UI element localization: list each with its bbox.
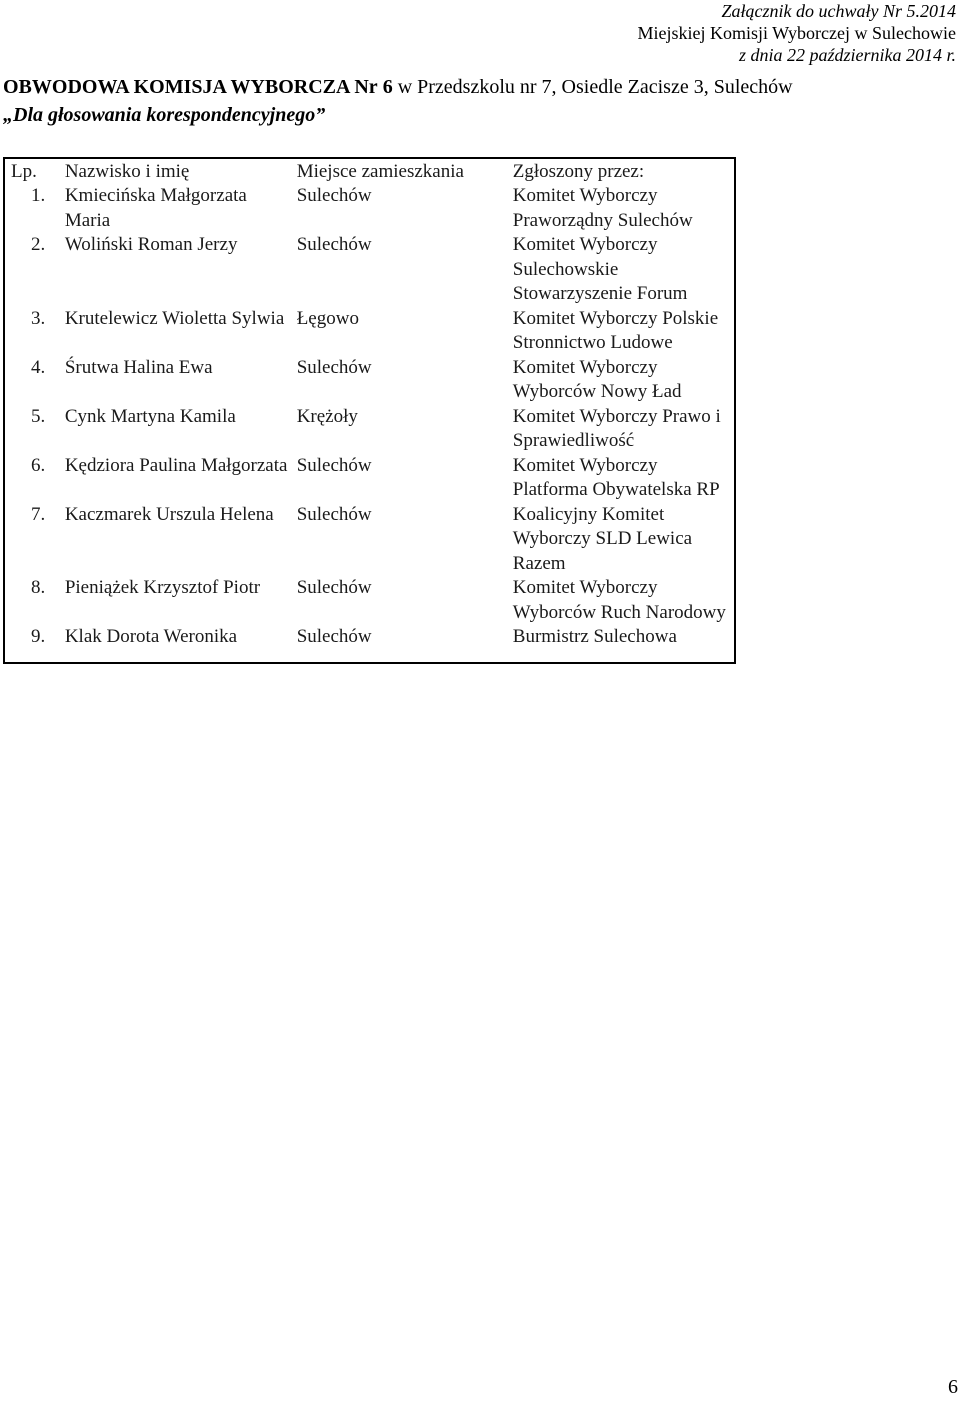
cell-residence: Sulechów <box>296 356 372 378</box>
cell-lp: 7. <box>31 503 46 525</box>
cell-lp: 1. <box>31 185 46 206</box>
cell-name: Kaczmarek Urszula Helena <box>64 503 274 525</box>
cell-residence: Sulechów <box>296 577 372 598</box>
cell-name: Śrutwa Halina Ewa <box>64 356 213 378</box>
table-header-row <box>4 158 735 184</box>
cell-lp: 2. <box>31 234 46 255</box>
cell-nominated-by: Komitet Wyborczy Praworządny Sulechów <box>512 185 693 231</box>
annex-line-2: Miejskiej Komisji Wyborczej w Sulechowie <box>637 23 956 43</box>
cell-lp: 4. <box>31 356 46 378</box>
cell-name: Kmiecińska Małgorzata Maria <box>64 185 247 231</box>
header-lp: Lp. <box>11 161 37 182</box>
table-row <box>4 454 735 503</box>
page-number: 6 <box>948 1376 958 1398</box>
table-row <box>4 503 735 577</box>
cell-name: Krutelewicz Wioletta Sylwia <box>64 307 285 329</box>
cell-lp: 8. <box>31 577 46 598</box>
cell-residence: Łęgowo <box>296 307 359 329</box>
commission-subtitle: „Dla głosowania korespondencyjnego” <box>3 104 326 126</box>
cell-name: Klak Dorota Weronika <box>64 626 238 647</box>
header-name: Nazwisko i imię <box>64 161 190 182</box>
cell-nominated-by: Komitet Wyborczy Wyborców Ruch Narodowy <box>512 577 726 623</box>
table-row <box>4 184 735 233</box>
cell-lp: 5. <box>31 405 46 427</box>
cell-residence: Sulechów <box>296 454 372 476</box>
cell-name: Kędziora Paulina Małgorzata <box>64 454 288 476</box>
members-table <box>3 157 736 664</box>
header-residence: Miejsce zamieszkania <box>296 161 464 182</box>
commission-location: w Przedszkolu nr 7, Osiedle Zacisze 3, Sulechów <box>397 76 793 98</box>
cell-nominated-by: Komitet Wyborczy Polskie Stronnictwo Ludowe <box>512 307 719 353</box>
table-row <box>4 307 735 356</box>
cell-name: Pieniążek Krzysztof Piotr <box>64 577 261 598</box>
annex-line-3: z dnia 22 października 2014 r. <box>738 45 956 65</box>
cell-residence: Sulechów <box>296 626 372 647</box>
table-row <box>4 233 735 307</box>
cell-residence: Sulechów <box>296 185 372 206</box>
cell-residence: Sulechów <box>296 503 372 525</box>
cell-residence: Krężoły <box>296 405 358 427</box>
cell-name: Cynk Martyna Kamila <box>64 405 236 427</box>
cell-lp: 9. <box>31 626 46 647</box>
cell-nominated-by: Burmistrz Sulechowa <box>512 626 677 647</box>
table-row <box>4 625 735 663</box>
commission-number: 6 <box>382 76 393 98</box>
table-row <box>4 576 735 625</box>
cell-nominated-by: Komitet Wyborczy Sulechowskie Stowarzyszenie Forum <box>512 234 688 304</box>
commission-title <box>3 74 793 100</box>
commission-name: OBWODOWA KOMISJA WYBORCZA Nr <box>3 76 378 98</box>
cell-lp: 3. <box>31 307 46 329</box>
cell-residence: Sulechów <box>296 234 372 255</box>
cell-lp: 6. <box>31 454 46 476</box>
table-row <box>4 405 735 454</box>
annex-line-1: Załącznik do uchwały Nr 5.2014 <box>721 1 956 21</box>
table-row <box>4 356 735 405</box>
header-nominated-by: Zgłoszony przez: <box>512 161 645 182</box>
cell-nominated-by: Komitet Wyborczy Platforma Obywatelska RP <box>512 454 720 500</box>
cell-nominated-by: Komitet Wyborczy Prawo i Sprawiedliwość <box>512 405 721 451</box>
annex-reference <box>637 0 956 66</box>
cell-nominated-by: Komitet Wyborczy Wyborców Nowy Ład <box>512 356 682 402</box>
cell-name: Woliński Roman Jerzy <box>64 234 238 255</box>
cell-nominated-by: Koalicyjny Komitet Wyborczy SLD Lewica Razem <box>512 503 693 574</box>
